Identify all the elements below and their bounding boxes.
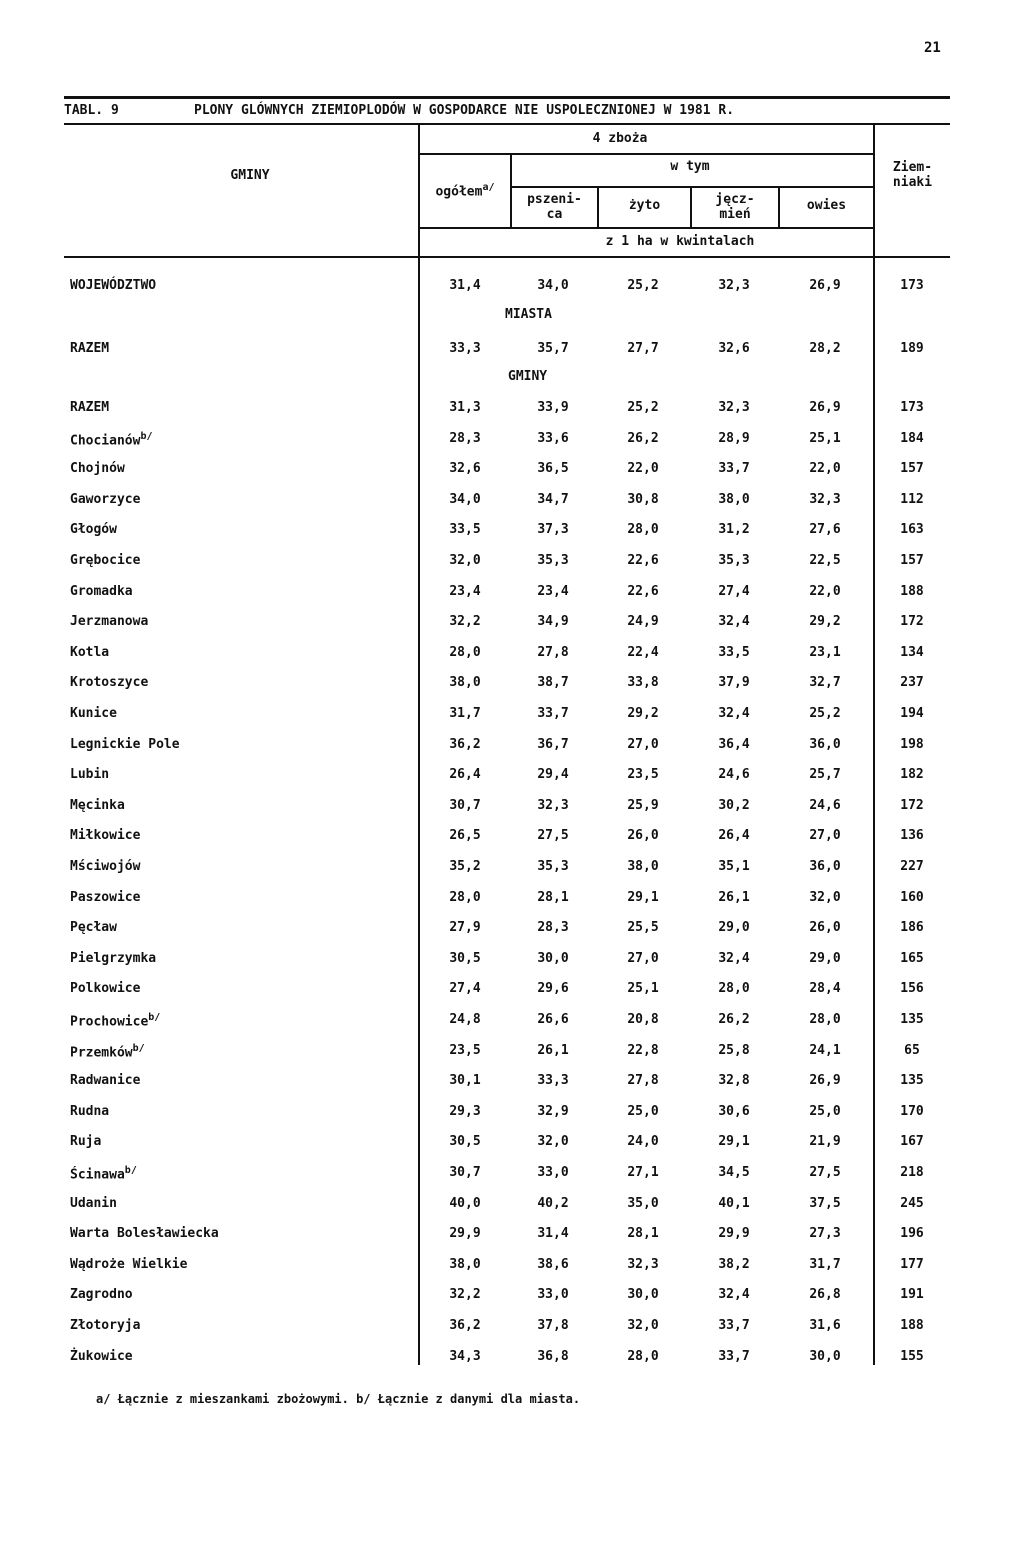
cell-value: 31,6 [809,1318,841,1333]
row-name: Gromadka [70,584,133,599]
header-zyto: żyto [628,198,661,213]
cell-value: 38,0 [627,859,659,874]
cell-value: 32,6 [449,461,481,476]
cell-value: 22,4 [627,645,659,660]
cell-value: 30,1 [449,1073,481,1088]
section-gminy: GMINY [508,369,548,384]
row-name: Męcinka [70,798,125,813]
header-4-zboza: 4 zboża [592,131,648,146]
row-name: Pielgrzymka [70,951,157,966]
cell-value: 28,3 [537,920,569,935]
cell-value: 23,5 [449,1043,481,1058]
cell-value: 31,2 [718,522,750,537]
cell-value: 25,9 [627,798,659,813]
table-row [64,1104,950,1124]
cell-value: 157 [900,461,924,476]
cell-value: 26,1 [537,1043,569,1058]
cell-value: 184 [900,431,924,446]
cell-value: 23,1 [809,645,841,660]
cell-value: 170 [900,1104,924,1119]
table-row [64,890,950,910]
header-w-tym: w tym [670,159,710,174]
cell-value: 27,0 [809,828,841,843]
row-name: Jerzmanowa [70,614,149,629]
row-name: Lubin [70,767,110,782]
row-name: Ścinawa$^{b/}$ [70,1165,137,1183]
cell-value: 182 [900,767,924,782]
cell-value: 188 [900,1318,924,1333]
cell-value: 32,0 [809,890,841,905]
cell-value: 36,4 [718,737,750,752]
row-name: Chojnów [70,461,125,476]
cell-value: 30,7 [449,798,481,813]
cell-value: 33,3 [537,1073,569,1088]
cell-value: 37,3 [537,522,569,537]
row-name: Radwanice [70,1073,141,1088]
cell-value: 33,8 [627,675,659,690]
row-name: Mściwojów [70,859,141,874]
cell-value: 28,2 [809,341,841,356]
cell-value: 29,2 [809,614,841,629]
cell-value: 37,9 [718,675,750,690]
cell-value: 36,8 [537,1349,569,1364]
table-title-text: PLONY GLÓWNYCH ZIEMIOPLODÓW W GOSPODARCE NIE USPOLECZNIONEJ W 1981 R. [194,103,735,118]
row-name: Zagrodno [70,1287,133,1302]
table-row [64,1257,950,1277]
cell-value: 30,7 [449,1165,481,1180]
cell-value: 32,6 [718,341,750,356]
row-name: Gaworzyce [70,492,141,507]
cell-value: 27,7 [627,341,659,356]
cell-value: 188 [900,584,924,599]
table-row [64,431,950,451]
header-rule [510,186,873,188]
cell-value: 36,2 [449,1318,481,1333]
cell-value: 27,1 [627,1165,659,1180]
cell-value: 38,0 [449,1257,481,1272]
cell-value: 36,0 [809,859,841,874]
cell-value: 173 [900,400,924,415]
cell-value: 26,8 [809,1287,841,1302]
cell-value: 237 [900,675,924,690]
cell-value: 27,6 [809,522,841,537]
table-row [64,522,950,542]
cell-value: 25,5 [627,920,659,935]
header-gminy: GMINY [230,168,270,183]
cell-value: 25,0 [809,1104,841,1119]
cell-value: 30,6 [718,1104,750,1119]
cell-value: 167 [900,1134,924,1149]
cell-value: 28,0 [449,890,481,905]
cell-value: 28,0 [809,1012,841,1027]
cell-value: 33,5 [449,522,481,537]
cell-value: 134 [900,645,924,660]
cell-value: 25,8 [718,1043,750,1058]
cell-value: 191 [900,1287,924,1302]
cell-value: 23,4 [537,584,569,599]
cell-value: 25,0 [627,1104,659,1119]
cell-value: 32,4 [718,706,750,721]
cell-value: 28,0 [627,1349,659,1364]
cell-value: 172 [900,614,924,629]
cell-value: 25,2 [627,400,659,415]
cell-value: 29,9 [718,1226,750,1241]
cell-value: 32,8 [718,1073,750,1088]
cell-value: 35,3 [537,859,569,874]
cell-value: 36,2 [449,737,481,752]
cell-value: 37,8 [537,1318,569,1333]
cell-value: 32,4 [718,951,750,966]
table-row [64,553,950,573]
cell-value: 28,0 [449,645,481,660]
cell-value: 24,6 [809,798,841,813]
cell-value: 26,5 [449,828,481,843]
cell-value: 136 [900,828,924,843]
table-row [64,1134,950,1154]
row-name: Miłkowice [70,828,141,843]
footnote-marker: b/ [148,1012,161,1023]
table-row [64,461,950,481]
table-row [64,951,950,971]
cell-value: 35,3 [718,553,750,568]
row-name: Paszowice [70,890,141,905]
table-row [64,492,950,512]
cell-value: 27,8 [627,1073,659,1088]
cell-value: 22,8 [627,1043,659,1058]
header-unit: z 1 ha w kwintalach [605,234,755,249]
cell-value: 65 [904,1043,920,1058]
header-bottom-rule [64,256,950,258]
table-row [64,981,950,1001]
cell-value: 112 [900,492,924,507]
cell-value: 28,4 [809,981,841,996]
cell-value: 38,2 [718,1257,750,1272]
cell-value: 29,9 [449,1226,481,1241]
table-row [64,859,950,879]
cell-value: 155 [900,1349,924,1364]
cell-value: 32,3 [537,798,569,813]
table-row [64,1318,950,1338]
cell-value: 37,5 [809,1196,841,1211]
cell-value: 28,9 [718,431,750,446]
cell-value: 26,6 [537,1012,569,1027]
cell-value: 27,3 [809,1226,841,1241]
cell-value: 40,1 [718,1196,750,1211]
table-row [64,1073,950,1093]
cell-value: 29,0 [809,951,841,966]
row-name: Udanin [70,1196,117,1211]
cell-value: 33,5 [718,645,750,660]
row-name: Kotla [70,645,110,660]
table-row [64,1226,950,1246]
cell-value: 33,9 [537,400,569,415]
cell-value: 36,0 [809,737,841,752]
row-name: Kunice [70,706,117,721]
cell-value: 38,0 [718,492,750,507]
cell-value: 27,5 [537,828,569,843]
cell-value: 27,8 [537,645,569,660]
cell-value: 34,3 [449,1349,481,1364]
cell-value: 35,1 [718,859,750,874]
cell-value: 32,0 [627,1318,659,1333]
cell-value: 27,4 [718,584,750,599]
row-name: Chocianów$^{b/}$ [70,431,153,449]
cell-value: 29,4 [537,767,569,782]
cell-value: 189 [900,341,924,356]
cell-value: 25,1 [809,431,841,446]
cell-value: 31,7 [449,706,481,721]
header-ziemniaki: Ziem- niaki [892,160,933,190]
cell-value: 157 [900,553,924,568]
cell-value: 40,2 [537,1196,569,1211]
cell-value: 32,7 [809,675,841,690]
cell-value: 26,0 [627,828,659,843]
cell-value: 34,0 [537,278,569,293]
cell-value: 26,2 [627,431,659,446]
row-name: RAZEM [70,400,110,415]
table-row [64,798,950,818]
cell-value: 31,4 [449,278,481,293]
section-miasta: MIASTA [505,307,552,322]
cell-value: 33,7 [718,1349,750,1364]
row-name: Złotoryja [70,1318,141,1333]
cell-value: 177 [900,1257,924,1272]
cell-value: 186 [900,920,924,935]
table-row [64,920,950,940]
cell-value: 32,0 [537,1134,569,1149]
cell-value: 38,7 [537,675,569,690]
cell-value: 29,6 [537,981,569,996]
cell-value: 160 [900,890,924,905]
row-name: Wądroże Wielkie [70,1257,188,1272]
cell-value: 35,7 [537,341,569,356]
cell-value: 32,3 [809,492,841,507]
cell-value: 31,3 [449,400,481,415]
row-name: Rudna [70,1104,110,1119]
cell-value: 23,4 [449,584,481,599]
table-row [64,706,950,726]
row-wojewodztwo [64,278,950,298]
cell-value: 31,7 [809,1257,841,1272]
cell-value: 30,0 [537,951,569,966]
cell-value: 29,1 [627,890,659,905]
cell-value: 38,6 [537,1257,569,1272]
cell-value: 30,2 [718,798,750,813]
cell-value: 27,0 [627,737,659,752]
cell-value: 26,0 [809,920,841,935]
cell-value: 32,2 [449,1287,481,1302]
cell-value: 245 [900,1196,924,1211]
row-name: Prochowice$^{b/}$ [70,1012,161,1030]
header-ogolem: ogółem$^{a/}$ [435,182,495,200]
cell-value: 35,0 [627,1196,659,1211]
cell-value: 30,5 [449,1134,481,1149]
cell-value: 23,5 [627,767,659,782]
cell-value: 28,0 [627,522,659,537]
row-name: RAZEM [70,341,110,356]
cell-value: 32,2 [449,614,481,629]
cell-value: 25,1 [627,981,659,996]
cell-value: 33,7 [718,461,750,476]
cell-value: 165 [900,951,924,966]
cell-value: 163 [900,522,924,537]
cell-value: 32,4 [718,1287,750,1302]
cell-value: 26,4 [449,767,481,782]
table-row [64,584,950,604]
cell-value: 36,5 [537,461,569,476]
cell-value: 24,6 [718,767,750,782]
cell-value: 27,4 [449,981,481,996]
cell-value: 30,5 [449,951,481,966]
header-pszenica: pszeni- ca [527,192,582,222]
cell-value: 194 [900,706,924,721]
table-row [64,614,950,634]
row-name: Przemków$^{b/}$ [70,1043,145,1061]
cell-value: 28,3 [449,431,481,446]
cell-value: 25,7 [809,767,841,782]
footnote-marker: b/ [140,431,153,442]
cell-value: 24,9 [627,614,659,629]
cell-value: 32,3 [627,1257,659,1272]
row-name: Polkowice [70,981,141,996]
row-name: Ruja [70,1134,102,1149]
cell-value: 30,0 [809,1349,841,1364]
row-name: Żukowice [70,1349,133,1364]
cell-value: 31,4 [537,1226,569,1241]
table-number: TABL. 9 [64,103,119,118]
cell-value: 33,7 [718,1318,750,1333]
cell-value: 25,2 [809,706,841,721]
cell-value: 34,7 [537,492,569,507]
cell-value: 156 [900,981,924,996]
row-name: Warta Bolesławiecka [70,1226,219,1241]
row-name: Głogów [70,522,117,537]
header-rule [418,153,873,155]
cell-value: 35,2 [449,859,481,874]
row-name: Pęcław [70,920,117,935]
page-number: 21 [924,40,941,56]
table-row [64,1287,950,1307]
cell-value: 172 [900,798,924,813]
table-row [64,737,950,757]
table-row [64,1165,950,1185]
cell-value: 38,0 [449,675,481,690]
cell-value: 33,3 [449,341,481,356]
cell-value: 22,5 [809,553,841,568]
cell-value: 26,9 [809,400,841,415]
row-name: Krotoszyce [70,675,149,690]
cell-value: 28,1 [627,1226,659,1241]
cell-value: 32,4 [718,614,750,629]
table-row [64,767,950,787]
cell-value: 25,2 [627,278,659,293]
cell-value: 40,0 [449,1196,481,1211]
cell-value: 26,4 [718,828,750,843]
cell-value: 26,9 [809,278,841,293]
cell-value: 33,6 [537,431,569,446]
cell-value: 28,0 [718,981,750,996]
cell-value: 32,0 [449,553,481,568]
cell-value: 33,0 [537,1287,569,1302]
cell-value: 24,0 [627,1134,659,1149]
cell-value: 29,2 [627,706,659,721]
cell-value: 27,0 [627,951,659,966]
cell-value: 196 [900,1226,924,1241]
table-row [64,645,950,665]
cell-value: 173 [900,278,924,293]
cell-value: 22,0 [627,461,659,476]
cell-value: 24,1 [809,1043,841,1058]
table-row [64,1196,950,1216]
cell-value: 34,9 [537,614,569,629]
footnote-marker: b/ [124,1165,137,1176]
row-name: WOJEWÓDZTWO [70,278,157,293]
cell-value: 32,9 [537,1104,569,1119]
table-row [64,400,950,420]
row-miasta-razem [64,341,950,361]
header-jeczmien: jęcz- mień [715,192,755,222]
cell-value: 27,9 [449,920,481,935]
cell-value: 28,1 [537,890,569,905]
cell-value: 26,2 [718,1012,750,1027]
cell-value: 34,5 [718,1165,750,1180]
cell-value: 26,1 [718,890,750,905]
header-owies: owies [806,198,847,213]
table-row [64,675,950,695]
header-rule [418,227,873,229]
table-row [64,1349,950,1369]
cell-value: 30,0 [627,1287,659,1302]
table-title [64,96,950,118]
table-row [64,828,950,848]
cell-value: 22,0 [809,461,841,476]
cell-value: 20,8 [627,1012,659,1027]
cell-value: 26,9 [809,1073,841,1088]
cell-value: 35,3 [537,553,569,568]
footnote-marker: b/ [132,1043,145,1054]
cell-value: 32,3 [718,278,750,293]
cell-value: 33,0 [537,1165,569,1180]
cell-value: 21,9 [809,1134,841,1149]
cell-value: 29,1 [718,1134,750,1149]
cell-value: 227 [900,859,924,874]
cell-value: 218 [900,1165,924,1180]
cell-value: 33,7 [537,706,569,721]
table-row [64,1012,950,1032]
cell-value: 32,3 [718,400,750,415]
cell-value: 135 [900,1073,924,1088]
cell-value: 34,0 [449,492,481,507]
header-top-rule [64,123,950,125]
row-name: Grębocice [70,553,141,568]
cell-value: 30,8 [627,492,659,507]
cell-value: 22,6 [627,553,659,568]
cell-value: 198 [900,737,924,752]
cell-value: 22,6 [627,584,659,599]
cell-value: 24,8 [449,1012,481,1027]
cell-value: 22,0 [809,584,841,599]
footnote: a/ Łącznie z mieszankami zbożowymi. b/ Łącznie z danymi dla miasta. [96,1392,581,1406]
cell-value: 29,0 [718,920,750,935]
cell-value: 29,3 [449,1104,481,1119]
row-name: Legnickie Pole [70,737,180,752]
table-row [64,1043,950,1063]
cell-value: 36,7 [537,737,569,752]
cell-value: 135 [900,1012,924,1027]
cell-value: 27,5 [809,1165,841,1180]
